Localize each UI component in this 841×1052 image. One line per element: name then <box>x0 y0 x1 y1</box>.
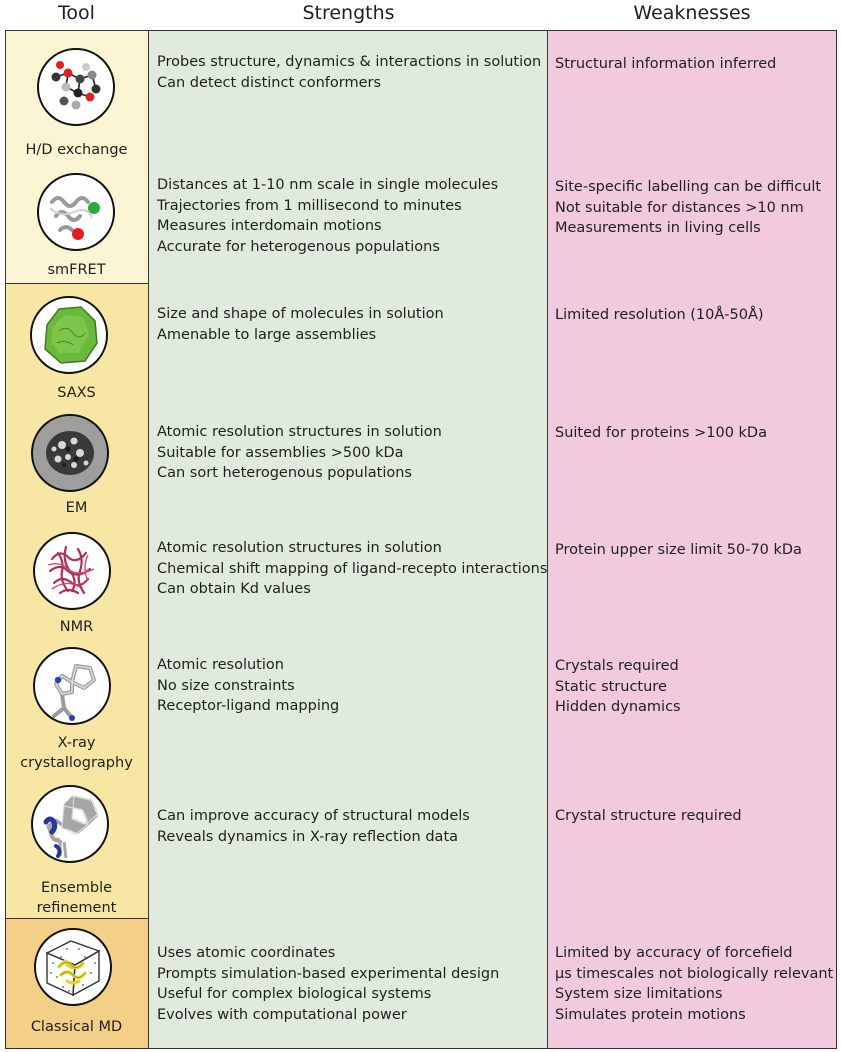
tool-label-xray <box>5 733 148 773</box>
tool-label-ensemble <box>5 878 148 918</box>
tool-label-line: smFRET <box>47 262 106 278</box>
tool-label-line: Classical MD <box>30 1019 123 1035</box>
weaknesses-column-header: Weaknesses <box>633 2 751 24</box>
weakness-item: Structural information inferred <box>555 56 777 72</box>
strength-item: Can sort heterogenous populations <box>157 465 412 481</box>
weakness-item: Hidden dynamics <box>555 699 681 715</box>
weakness-item: Crystal structure required <box>555 808 742 824</box>
weaknesses-xray <box>555 656 681 718</box>
nmr-ensemble-icon <box>32 531 112 611</box>
weakness-item: Simulates protein motions <box>555 1006 746 1023</box>
saxs-envelope-icon <box>29 295 109 375</box>
xray-sidechain-icon <box>32 646 112 726</box>
tool-label-line: SAXS <box>57 385 96 401</box>
strength-item: No size constraints <box>157 677 295 694</box>
strengths-nmr <box>157 538 547 600</box>
weaknesses-md <box>555 943 833 1025</box>
tool-label-smfret <box>5 260 148 280</box>
strengths-xray <box>157 655 339 717</box>
weaknesses-saxs <box>555 305 764 326</box>
strength-item: Receptor-ligand mapping <box>157 698 340 714</box>
tool-label-nmr <box>5 617 148 637</box>
strength-item: Reveals dynamics in X-ray reflection data <box>157 828 459 845</box>
tool-label-line: crystallography <box>20 755 133 771</box>
tool-label-saxs <box>5 383 148 403</box>
strength-item: Chemical shift mapping of ligand-recepto interactions <box>157 560 548 577</box>
strength-item: Trajectories from 1 millisecond to minutes <box>157 197 462 214</box>
tool-label-em <box>5 498 148 518</box>
weaknesses-hdx <box>555 54 776 75</box>
ensemble-refinement-icon <box>30 784 110 864</box>
strengths-md <box>157 943 499 1025</box>
strength-item: Can improve accuracy of structural models <box>157 808 470 824</box>
tool-label-hdx <box>5 140 148 160</box>
weakness-item: Limited resolution (10Å-50Å) <box>555 307 764 323</box>
strength-item: Amenable to large assemblies <box>157 326 377 343</box>
strength-item: Distances at 1-10 nm scale in single molecules <box>157 177 499 193</box>
strength-item: Can obtain Kd values <box>157 581 311 597</box>
weakness-item: Not suitable for distances >10 nm <box>555 199 804 216</box>
weakness-item: Suited for proteins >100 kDa <box>555 425 767 441</box>
strength-item: Atomic resolution structures in solution <box>157 424 442 440</box>
smfret-protein-icon <box>36 172 116 252</box>
strength-item: Size and shape of molecules in solution <box>157 306 444 322</box>
strengths-column-header: Strengths <box>302 2 395 24</box>
tool-column-header: Tool <box>58 2 95 24</box>
weakness-item: µs timescales not biologically relevant <box>555 965 834 982</box>
weakness-item: Site-specific labelling can be difficult <box>555 179 822 195</box>
weaknesses-smfret <box>555 177 821 239</box>
strengths-em <box>157 422 442 484</box>
weaknesses-em <box>555 423 767 444</box>
weakness-item: Protein upper size limit 50-70 kDa <box>555 542 802 558</box>
strength-item: Probes structure, dynamics & interactions in solution <box>157 54 542 70</box>
strength-item: Uses atomic coordinates <box>157 945 336 961</box>
weaknesses-nmr <box>555 540 802 561</box>
strength-item: Can detect distinct conformers <box>157 74 382 91</box>
group-divider <box>5 283 148 284</box>
strength-item: Evolves with computational power <box>157 1006 407 1023</box>
weakness-item: Static structure <box>555 678 667 695</box>
weaknesses-ensemble <box>555 806 742 827</box>
strength-item: Prompts simulation-based experimental design <box>157 965 500 982</box>
hdx-spheres-icon <box>36 47 116 127</box>
strengths-hdx <box>157 52 541 93</box>
tool-label-line: NMR <box>59 619 94 635</box>
strengths-ensemble <box>157 806 470 847</box>
strength-item: Measures interdomain motions <box>157 218 382 234</box>
tool-label-line: X-ray <box>57 735 96 751</box>
weakness-item: Limited by accuracy of forcefield <box>555 945 793 961</box>
strength-item: Accurate for heterogenous populations <box>157 238 440 255</box>
tool-label-line: EM <box>65 500 88 516</box>
strength-item: Useful for complex biological systems <box>157 986 432 1002</box>
strength-item: Suitable for assemblies >500 kDa <box>157 444 404 461</box>
strength-item: Atomic resolution structures in solution <box>157 540 442 556</box>
tool-label-line: H/D exchange <box>25 142 128 158</box>
em-class-average-icon <box>30 413 110 493</box>
weakness-item: Crystals required <box>555 658 679 674</box>
column-divider <box>148 30 149 1049</box>
group-divider <box>5 918 148 919</box>
weakness-item: System size limitations <box>555 986 723 1002</box>
strength-item: Atomic resolution <box>157 657 284 673</box>
md-simulation-box-icon <box>33 927 113 1007</box>
tool-label-line: refinement <box>36 900 117 916</box>
strengths-saxs <box>157 304 444 345</box>
tool-label-line: Ensemble <box>40 880 113 896</box>
weakness-item: Measurements in living cells <box>555 220 761 236</box>
strengths-smfret <box>157 175 498 257</box>
tool-label-md <box>5 1017 148 1037</box>
